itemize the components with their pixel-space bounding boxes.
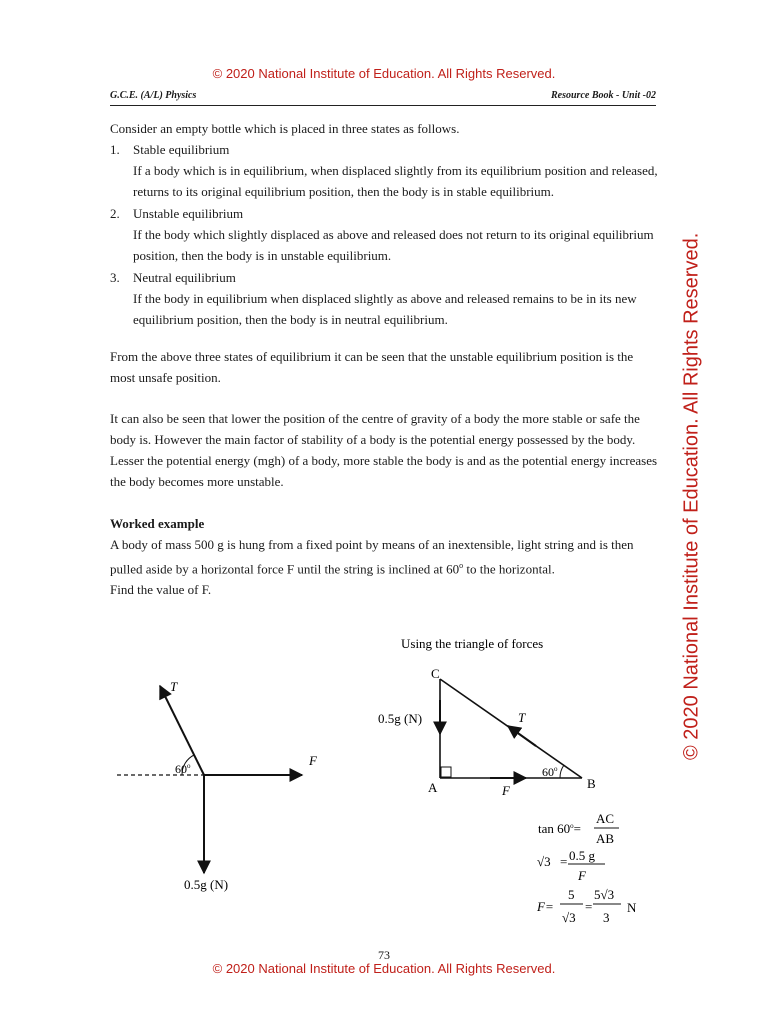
header-right: Resource Book - Unit -02 xyxy=(551,90,656,101)
tension-side-arrow xyxy=(508,726,536,746)
state-number: 3. xyxy=(110,270,120,285)
frac2-numerator: 0.5 g xyxy=(569,848,595,863)
state-description: If the body which slightly displaced as above and released does not return to its original equilibrium position, then the body is in unstable equilibrium. xyxy=(133,227,654,263)
triangle-of-forces xyxy=(378,666,596,798)
problem-text-end: to the horizontal. xyxy=(463,561,555,577)
state-description: If a body which is in equilibrium, when displaced slightly from its equilibrium position and released, returns to its original equilibrium position, then the body is in stable equilibrium. xyxy=(133,163,658,199)
label-t: T xyxy=(518,710,526,725)
page-number: 73 xyxy=(378,948,390,962)
angle-label: 60$^o$ xyxy=(542,765,558,779)
state-title: Unstable equilibrium xyxy=(133,206,244,221)
state-number: 2. xyxy=(110,206,120,221)
frac3-denominator: √3 xyxy=(562,910,576,925)
f-lhs: F= xyxy=(537,899,554,914)
vertex-a: A xyxy=(428,780,438,795)
intro-text: Consider an empty bottle which is placed in three states as follows. xyxy=(110,121,460,136)
weight-label: 0.5g (N) xyxy=(184,877,229,892)
vertex-c: C xyxy=(431,666,440,681)
sqrt3-lhs: √3 xyxy=(537,854,551,869)
copyright-bottom: © 2020 National Institute of Education. All Rights Reserved. xyxy=(212,961,556,976)
state-title: Neutral equilibrium xyxy=(133,270,236,285)
label-f: F xyxy=(309,753,317,768)
tan-numerator: AC xyxy=(596,811,615,826)
vertex-b: B xyxy=(587,776,596,791)
label-t: T xyxy=(170,679,178,694)
frac3-numerator: 5 xyxy=(568,887,575,902)
label-f: F xyxy=(502,783,510,798)
tan-denominator: AB xyxy=(596,831,615,846)
tan-lhs: $\tan 60^o=$ xyxy=(538,821,581,836)
unit-label: N xyxy=(627,900,637,915)
frac4-denominator: 3 xyxy=(603,910,610,925)
angle-label: 60$^o$ xyxy=(175,762,191,776)
weight-label: 0.5g (N) xyxy=(378,711,423,726)
copyright-top: © 2020 National Institute of Education. All Rights Reserved. xyxy=(212,66,556,81)
state-number: 1. xyxy=(110,142,120,157)
example-heading: Worked example xyxy=(110,516,205,531)
problem-text: A body of mass 500 g is hung from a fixed point by means of an inextensible, light string and is then pulled aside by a horizontal force F until the string is inclined at 60 xyxy=(110,537,634,577)
equals-sign: = xyxy=(560,854,568,869)
state-title: Stable equilibrium xyxy=(133,142,230,157)
angle-arc xyxy=(560,765,564,778)
equations xyxy=(536,811,637,925)
header-left: G.C.E. (A/L) Physics xyxy=(110,90,197,101)
copyright-side: © 2020 National Institute of Education. All Rights Reserved. xyxy=(680,232,703,760)
equals-sign: = xyxy=(585,899,593,914)
paragraph-text: From the above three states of equilibrium it can be seen that the unstable equilibrium position is the most unsafe position. xyxy=(110,349,634,385)
frac4-numerator: 5√3 xyxy=(594,887,615,902)
frac2-denominator: F xyxy=(578,868,586,883)
example-find: Find the value of F. xyxy=(110,582,212,598)
paragraph-text: It can also be seen that lower the position of the centre of gravity of a body the more stable or safe the body is. However the main factor of stability of a body is the potential energy possessed by the body. Lesser the potential energy (mgh) of a body, more stable the body is and as the potential energy increases the body becomes more unstable. xyxy=(110,411,658,489)
degree-mark: o xyxy=(459,561,464,570)
free-body-diagram xyxy=(117,679,318,892)
right-angle-mark xyxy=(441,767,451,777)
triangle-title: Using the triangle of forces xyxy=(401,636,544,651)
state-description: If the body in equilibrium when displaced slightly as above and released remains to be in its new equilibrium position, then the body is in neutral equilibrium. xyxy=(133,291,637,327)
